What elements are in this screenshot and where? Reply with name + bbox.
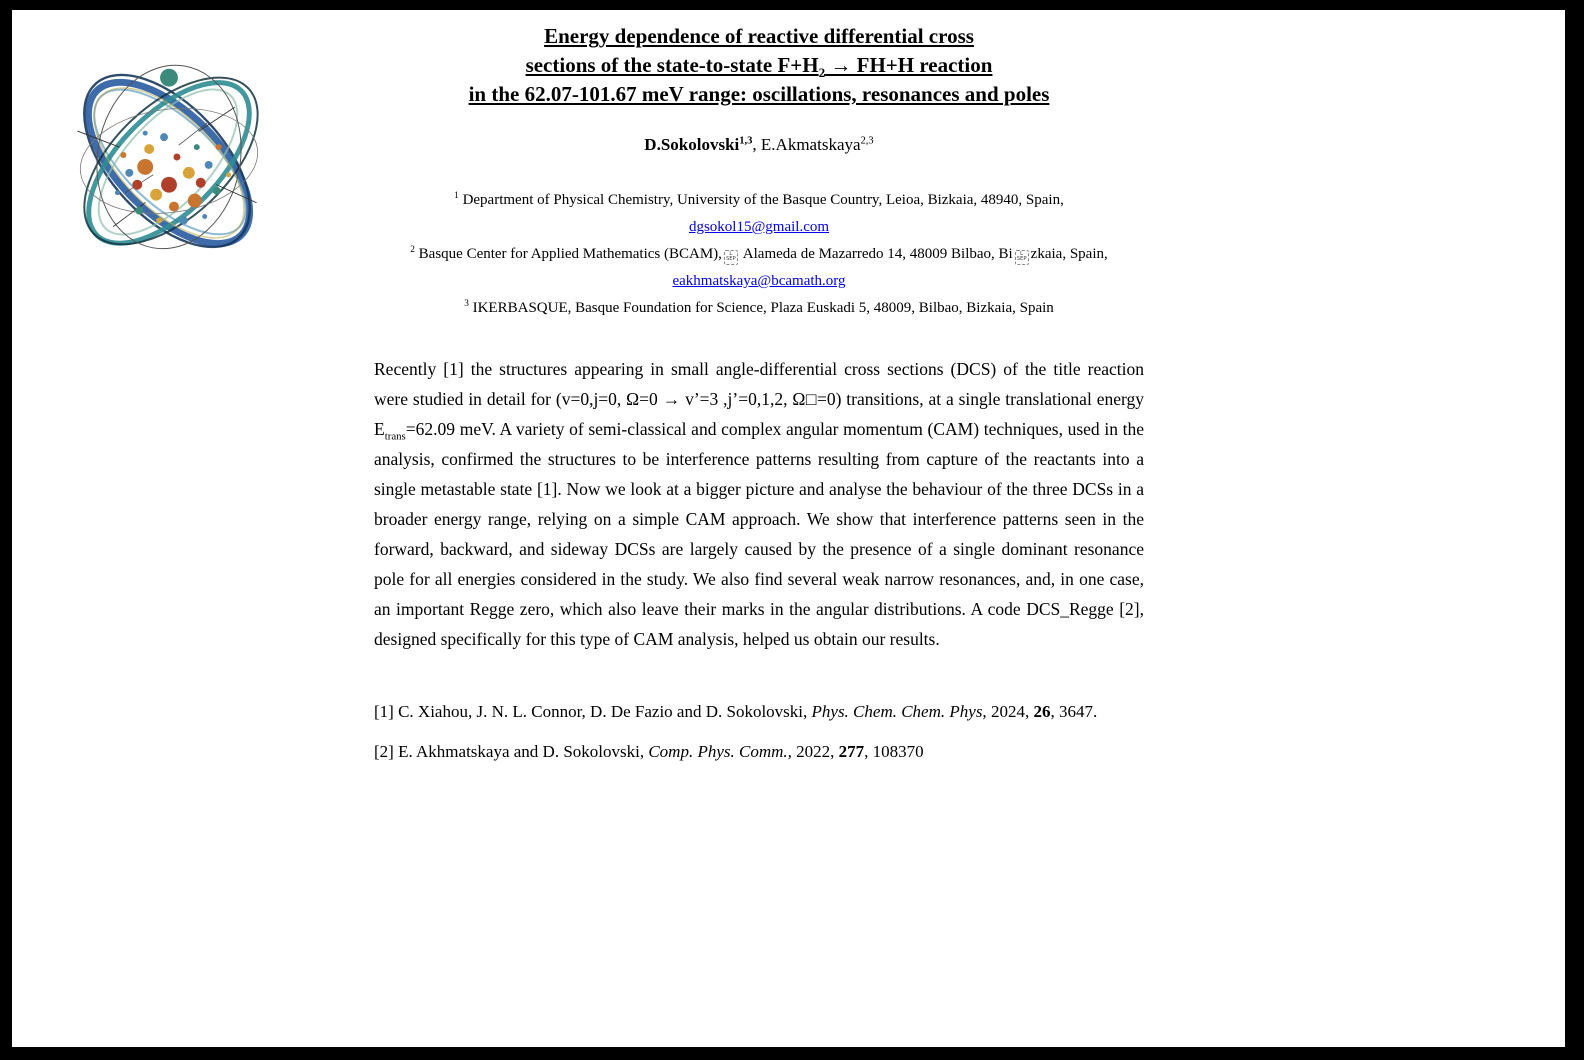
paper-content-column [374,10,1144,772]
affiliation-3: $^3$ IKERBASQUE, Basque Foundation for Science, Plaza Euskadi 5, 48009, Bilbao, Bizkaia, Spain [464,299,1054,316]
references-block [374,692,1144,772]
email-link-1[interactable]: dgsokol15@gmail.com [688,219,830,235]
affiliation-2: $^2$ Basque Center for Applied Mathematics (BCAM), L SEP Alameda de Mazarredo 14, 48009 Bilbao, Bi L SEP zkaia, Spain, [374,241,1144,268]
abstract-paragraph: Recently [1] the structures appearing in small angle-differential cross sections (DCS) of the title reaction were studied in detail for (v=0,j=0, Ω=0 → v’=3 ,j’=0,1,2, Ω□=0) transitions, at a single translational energy $E_{trans}=62.09$ meV. A variety of semi-classical and complex angular momentum (CAM) techniques, used in the analysis, confirmed the structures to be interference patterns resulting from capture of the reactants into a single metastable state [1]. Now we look at a bigger picture and analyse the behaviour of the three DCSs in a broader energy range, relying on a simple CAM approach. We show that interference patterns seen in the forward, backward, and sideway DCSs are largely caused by the presence of a single dominant resonance pole for all energies considered in the study. We also find several weak narrow resonances, and, in one case, an important Regge zero, which also leave their marks in the angular distributions. A code DCS_Regge [2], designed specifically for this type of CAM analysis, helped us obtain our results. [374,359,1144,649]
paper-title-line-3: in the 62.07-101.67 meV range: oscillations, resonances and poles [468,82,1050,106]
email-line-2 [374,268,1144,295]
email-link-2[interactable]: eakhmatskaya@bcamath.org [672,273,846,289]
reference-2: [2] E. Akhmatskaya and D. Sokolovski, Comp. Phys. Comm., 2022, 277, 108370 [374,742,924,761]
atom-orbitals-illustration [50,36,288,274]
atom-logo-image [50,36,288,274]
email-line-1 [374,214,1144,241]
paper-title-line-1: Energy dependence of reactive differential cross [544,24,974,48]
reference-1: [1] C. Xiahou, J. N. L. Connor, D. De Fazio and D. Sokolovski, Phys. Chem. Chem. Phys, 2024, 26, 3647. [374,702,1098,721]
paper-title-line-2: sections of the state-to-state $F+H_2 \to FH+H$ reaction [525,53,993,81]
paper-title [374,22,1144,109]
paper-page [12,10,1565,1047]
affiliation-1: $^1$ Department of Physical Chemistry, University of the Basque Country, Leioa, Bizkaia, 48940, Spain, [454,191,1064,208]
affiliations-block [374,187,1144,322]
authors-line: D.Sokolovski$^{1,3}$, E.Akmatskaya$^{2,3}$ [644,135,874,154]
